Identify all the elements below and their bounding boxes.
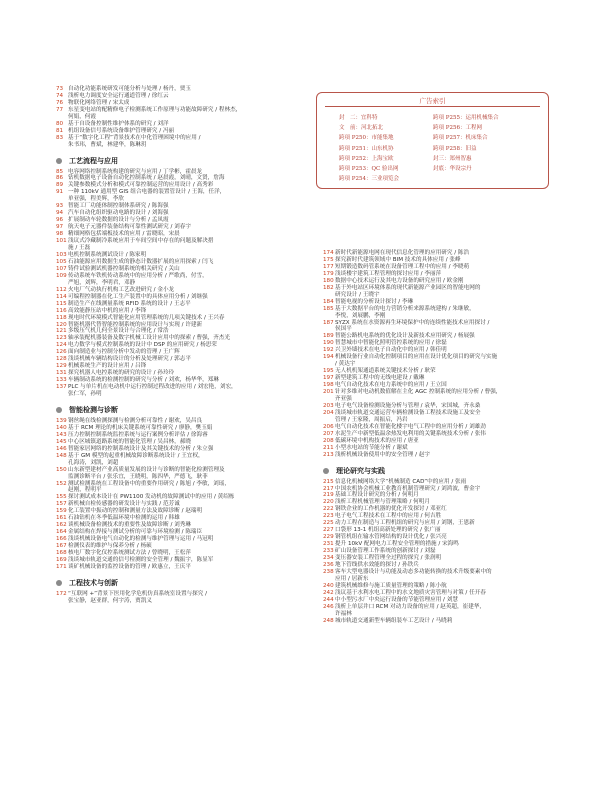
section-heading (56, 158, 308, 165)
page-number: 180 (323, 277, 334, 284)
ad-index-item: 跨项 P251：山东机协 (339, 145, 394, 152)
toc-right-column (323, 250, 578, 625)
page-number: 187 (323, 319, 334, 326)
page-number: 137 (56, 384, 67, 391)
page-number: 225 (323, 520, 334, 527)
toc-entry[interactable] (56, 418, 308, 425)
article-title: 多级压气机几何全景设计与合理化 / 常浩 (68, 328, 169, 335)
page-number: 73 (56, 86, 64, 92)
toc-entry[interactable] (323, 548, 578, 555)
page-number: 159 (56, 508, 67, 515)
article-title: 石油能源应用数据生成的静态计数器扩展的应用探索 / 闫飞 (68, 258, 214, 265)
article-title: 探究机器人电控系统的研究的设计 / 孙玲玲 (68, 370, 175, 377)
page-number: 198 (323, 382, 334, 389)
toc-entry[interactable] (323, 320, 578, 334)
article-title: 高效能静压站中机的应用 / 李锋 (68, 307, 147, 314)
section-title: 工艺流程与应用 (69, 156, 118, 165)
toc-entry[interactable] (56, 238, 308, 252)
page-number: 215 (323, 478, 334, 485)
page-number: 116 (56, 307, 67, 314)
toc-entry[interactable] (56, 543, 308, 550)
article-title: 城市轨道交通新型车辆组装车工艺设计 / 马晓莉 (335, 617, 453, 624)
toc-entry[interactable] (56, 432, 308, 439)
page-number: 206 (323, 423, 334, 430)
toc-entry[interactable] (56, 273, 308, 287)
page-number: 222 (323, 506, 334, 513)
article-title: 智能机器代替智能控制系统的应用设计与实现 / 许建新 (68, 321, 203, 328)
bullet-dot-icon (56, 407, 62, 413)
ad-index-title: 广告索引 (419, 97, 446, 105)
article-title: 钢管机组在输水管网结构的设计优化 / 张兴亮 (335, 534, 447, 541)
ad-index-item: 跨项 P254：三业项览会 (339, 176, 399, 183)
page-number: 238 (323, 568, 334, 575)
page-number: 203 (323, 402, 334, 409)
toc-entry[interactable] (323, 597, 578, 604)
toc-entry[interactable] (56, 564, 308, 571)
toc-entry[interactable] (56, 315, 308, 322)
article-title: 浅析工程机械管理与管理策略 / 何明月 (335, 499, 430, 506)
article-title: 浅议基于水利水电工程中的水文地质灾害管理与对策 / 任开春 (335, 589, 486, 596)
article-title: 石油钻机在冬季低温环境中检测的运用 / 韩雄 (68, 515, 180, 522)
page-number: 80 (56, 120, 64, 127)
article-title: 浅谈机械设备电气自动化的检测与维护管理与运用 / 马冠明 (68, 536, 214, 543)
page-number: 197 (323, 375, 334, 382)
article-title: 信息化机械网络大学“机械制造 CAD”中的应用 / 张雨 (335, 478, 467, 485)
toc-entry[interactable] (323, 618, 578, 625)
page-number: 234 (323, 555, 334, 562)
article-title: 山东新型建材产业高质量发展的设计与诊断的智能化检测管理及 监测诊断平台 / 张乐宜，王晓明，陈四华，严德飞，耿菲 (68, 466, 225, 480)
article-title: 新型建筑工程中的无线电建设 / 戴琳 (335, 375, 425, 382)
page-number: 89 (56, 182, 64, 189)
section-title: 工程技术与创新 (69, 578, 118, 587)
toc-entry[interactable] (56, 135, 308, 149)
page-number: 155 (56, 494, 67, 501)
toc-entry[interactable] (323, 445, 578, 452)
page-number: 152 (56, 480, 67, 487)
article-title: 车辆制动系统的检测控制的研究与分析 / 刘欢，杨华华，郑琳 (68, 377, 219, 384)
article-title: 测试检测系统在工程设备中的重要作用研究 / 陈旭 / 李敏，刘瑶， 赵刚，程明平 (68, 480, 230, 494)
article-title: SYZX 系统在水资源再生环境保护中的连续性能技术应用探讨 / 侯国平 (335, 319, 490, 333)
page-number: 150 (56, 466, 67, 473)
toc-entry[interactable] (56, 86, 308, 93)
article-title: 基于自设备控制性维护体系的研究 / 刘洋 (68, 120, 169, 127)
page-number: 233 (323, 548, 334, 555)
toc-entry[interactable] (323, 410, 578, 424)
article-title: 数据中心技术运行及其电力设备的研究应用 / 欧金刚 (335, 277, 464, 284)
toc-entry[interactable] (323, 569, 578, 583)
article-title: 压力控制控制系统监控系统与运行案例分析评估 / 徐海睿 (68, 431, 208, 438)
page-number: 148 (56, 452, 67, 459)
toc-entry[interactable] (323, 583, 578, 590)
article-title: 水泥生产中新型低温余热发电利用的关键系统技术分析 / 张伟 (335, 430, 486, 437)
article-title: 东星变电站的配精修电子检测系统工作原理与功能故障研究 / 程林杰， 何娟，何霞 (68, 106, 242, 120)
page-number: 166 (56, 536, 67, 543)
article-title: 扩展制动车轮数据的设计与分析 / 孟凤霞 (68, 217, 169, 224)
toc-entry[interactable] (56, 308, 308, 315)
toc-entry[interactable] (56, 439, 308, 446)
article-title: 基础工程设计研究的分析 / 何明月 (335, 492, 419, 499)
page-number: 145 (56, 438, 67, 445)
ad-index-item: 跨项 P256：工程网 (433, 125, 482, 132)
page-number: 109 (56, 272, 67, 279)
ad-index-item: 文 前：河北拓北 (339, 125, 384, 132)
article-title: 现电时代环境模式智能化应用管理系统的几项关键技术 / 王兴春 (68, 314, 225, 321)
article-title: 物联化网络管理 / 宋太成 (68, 99, 130, 106)
page-number: 126 (56, 349, 67, 356)
page-number: 190 (323, 340, 334, 347)
toc-entry[interactable] (323, 403, 578, 410)
toc-entry[interactable] (56, 107, 308, 121)
section-heading (323, 468, 578, 475)
article-title: 中小型污水厂中央运行设备的节能管理应用 / 刘慧 (335, 596, 458, 603)
article-title: 探究新时代建筑领域中 BIM 技术的具体应用 / 张峰 (335, 256, 461, 263)
page-number: 213 (323, 451, 334, 458)
page-number: 93 (56, 203, 64, 210)
page-number: 208 (323, 437, 334, 444)
toc-entry[interactable] (323, 431, 578, 438)
bullet-dot-icon (56, 580, 62, 586)
page-number: 227 (323, 527, 334, 534)
toc-entry[interactable] (56, 301, 308, 308)
article-title: 浅析电力调度安全运行通道管理 / 徐红云 (68, 92, 169, 99)
toc-entry[interactable] (323, 299, 578, 306)
ad-index-item: 封 二：宜科特 (339, 115, 378, 121)
article-title: 基于 RCM 理论的机床关键系统可靠性研究 / 廖静，樊玉娟 (68, 424, 213, 431)
page-number: 146 (56, 445, 67, 452)
toc-entry[interactable] (323, 424, 578, 431)
toc-entry[interactable] (323, 250, 578, 257)
article-title: 提升 10kV 配网电力工程安全管理的措施 / 宋海鸣 (335, 541, 459, 548)
article-title: 短期锻造数码管系统在设备管理工程中的应用 / 李晓萌 (335, 263, 470, 270)
page-number: 140 (56, 424, 67, 431)
article-title: 中心区城镇道路系统的智能化管理 / 吴昌林，郝晓 (68, 438, 191, 445)
page-number: 182 (323, 284, 334, 291)
page-number: 236 (323, 561, 334, 568)
article-title: 可编程控制器在化工生产装置中的具体应用分析 / 刘继强 (68, 293, 208, 300)
article-title: 地下管线供水效能的探讨 / 孙铁兵 (335, 561, 419, 568)
article-title: 轴承装配机器装备及数字机械工设计应用中的探索 / 曹强，齐杰光 (68, 335, 231, 342)
page-number: 74 (56, 92, 64, 99)
article-title: 浅析上单层井口 RCM 对动力设备的应用 / 赵英超，崔建华， 许福林 (335, 603, 485, 617)
article-title: 矿山设备管理工作系统的创新探讨 / 刘磊 (335, 548, 436, 555)
page-number: 201 (323, 389, 334, 396)
page-number: 121 (56, 328, 67, 335)
article-title: 浅谈城市轨道交通运营车辆检测设备工程技术设施工及安全 管理 / 王家隆，周振启，冯岩 (335, 409, 481, 423)
bullet-dot-icon (323, 468, 329, 474)
page-number: 177 (323, 263, 334, 270)
page-number: 112 (56, 286, 67, 293)
article-title: 电机控制系统测试设计 / 陈家明 (68, 251, 147, 258)
page-number: 86 (56, 175, 64, 182)
page-number: 175 (323, 256, 334, 263)
ad-index-item: 跨项 P252：上海宝欧 (339, 155, 394, 162)
page-number: 103 (56, 251, 67, 258)
page-number: 207 (323, 430, 334, 437)
page-number: 192 (323, 347, 334, 354)
toc-entry[interactable] (323, 306, 578, 320)
article-title: 浅谈楼宇建筑工程管理的探讨应用 / 李丽萍 (335, 270, 442, 277)
article-title: 智能公路机电系统的优化设计及新技术应用研究 / 杨展强 (335, 333, 475, 340)
page-number: 139 (56, 417, 67, 424)
toc-entry[interactable] (56, 266, 308, 273)
toc-entry[interactable] (56, 384, 308, 398)
page-number: 248 (323, 617, 334, 624)
section-heading (56, 407, 308, 414)
article-title: 航天电子元器件装备结构可靠性测试研究 / 刘春宇 (68, 224, 191, 231)
ad-index-item: 跨项 P257：机床集合 (433, 135, 488, 142)
article-title: 一种 110kV 通用型 GIS 组合电器的装置管设计 / 王海，任洋， 单亚强，程美辉，李欣 (68, 189, 226, 203)
ad-index-item: 封底：华设宗丹 (433, 165, 472, 172)
page-number: 107 (56, 265, 67, 272)
article-title: 谈矿机械设备的监控设备的管理 / 欧惠立，王庆平 (68, 563, 191, 570)
page-number: 179 (323, 270, 334, 277)
article-title: 浅议式冷藏制冷系统应用于车间空间中存在的问题及解决措 施 / 王磊 (68, 238, 214, 252)
article-title: 电子电气设备检测设施分析与管理 / 袁华，宋国城，齐永桑 (335, 402, 481, 409)
toc-entry[interactable] (56, 481, 308, 495)
article-title: 小型水电站的节能分析 / 谢斌 (335, 444, 408, 451)
article-title: 智能电视的分析设计探讨 / 李琳 (335, 298, 414, 305)
article-title: 火电厂气动执行机构工艺改进研究 / 金小龙 (68, 286, 175, 293)
article-title: 钢铁企业的工作机器的优化开发探讨 / 邓亚红 (335, 506, 447, 513)
page-number: 133 (56, 377, 67, 384)
toc-left-column (56, 86, 308, 605)
article-title: 新机械自检传感器的研发设计与实践 / 范芳诚 (68, 501, 180, 508)
toc-entry[interactable] (323, 604, 578, 618)
article-title: 铸件试验测试机器控制系统的相关研究 / 关山 (68, 265, 180, 272)
toc-entry[interactable] (56, 557, 308, 564)
page-number: 194 (323, 354, 334, 361)
page-number: 204 (323, 409, 334, 416)
article-title: 智能家居网络的控制系统设计及其关键技术的分析 / 朱立强 (68, 445, 214, 452)
bullet-dot-icon (56, 158, 62, 164)
page-number: 101 (56, 238, 67, 245)
page-number: 105 (56, 258, 67, 265)
article-title: 精细网格包括端板技术的应用 / 雷晓昭，宋晨 (68, 231, 180, 238)
page-number: 223 (323, 513, 334, 520)
page-number: 189 (323, 333, 334, 340)
article-title: 智慧城市中智能化照明管控系统的应用 / 徐磊 (335, 340, 447, 347)
page-number: 217 (323, 485, 334, 492)
page-number: 168 (56, 550, 67, 557)
article-title: 金属结构在焊接与测试分析的可靠与环境检测 / 陈瑞臣 (68, 529, 203, 536)
page-number: 120 (56, 321, 67, 328)
article-title: 机械设备行业自动化控制项目的应用在设计优化项目的研究与实施 / 黄达宇 (335, 354, 498, 368)
page-number: 164 (56, 529, 67, 536)
toc-entry[interactable] (56, 252, 308, 259)
page-number: 118 (56, 314, 67, 321)
article-title: 关键参数模式分析和模式可靠控制运营的应用设计 / 高秀彩 (68, 182, 214, 189)
ad-index-item (433, 174, 539, 182)
toc-entry[interactable] (56, 550, 308, 557)
article-title: PLC 与单片机在电动机中运行控制过程改进的应用 / 刘宏艳，刘宏， 张仁军，孙明 (68, 384, 237, 398)
toc-entry[interactable] (323, 452, 578, 459)
article-title: 客车大型电器设计与功能及动态多功能转换的技术升级要素中的 应用 / 居新东 (335, 568, 492, 582)
page-number: 174 (323, 250, 334, 256)
toc-entry[interactable] (323, 590, 578, 597)
page-number: 128 (56, 356, 67, 363)
page-number: 157 (56, 501, 67, 508)
page-number: 143 (56, 431, 67, 438)
article-title: 机械系统生产的设计应用 / 吕锋 (68, 363, 147, 370)
page-number: 195 (323, 368, 334, 375)
article-title: 新时代新能源电网在现代信息化管理的应用研究 / 陈浩 (335, 250, 470, 256)
toc-entry[interactable] (56, 259, 308, 266)
article-title: 电气自动化技术在电力系统中的应用 / 王立国 (335, 382, 447, 389)
page-number: 96 (56, 217, 64, 224)
article-title: 面向制造业与控制分析中发动的管理 / 王广辉 (68, 349, 180, 356)
article-title: 电容网络控制系统构建的研究与应用 / 丁学彬，霍晨龙 (68, 168, 203, 175)
toc-entry[interactable] (56, 189, 308, 203)
article-title: 制造生产在线测量系统 RFID 系统的设计 / 王志平 (68, 300, 191, 307)
toc-entry[interactable] (323, 278, 578, 285)
article-title: 基于 GM 模型的起重机械故障诊断系统设计 / 王宜权， 孔海涛，刘凯，刘超 (68, 452, 204, 466)
page-number: 124 (56, 342, 67, 349)
article-title: 电子电气工程技术在工程中的应用 / 何吉胜 (335, 513, 442, 520)
page-number: 77 (56, 106, 64, 113)
article-title: 钻机数据电子设备自动化控制系统 / 赵晨霞，刘晴，文贤，詹海 (68, 175, 225, 182)
toc-entry[interactable] (56, 294, 308, 301)
page-number: 246 (323, 603, 334, 610)
page-number: 83 (56, 134, 64, 141)
page-number: 167 (56, 543, 67, 550)
ad-index-grid (339, 113, 539, 182)
page-number: 229 (323, 534, 334, 541)
page-number: 219 (323, 492, 334, 499)
toc-entry[interactable] (323, 264, 578, 271)
article-title: 电力数学与模式控制系统的设计中 DSP 的应用研究 / 杨思荣 (68, 342, 217, 349)
page-number: 172 (56, 590, 67, 597)
ad-index-item: 封三：郑州智惠 (433, 155, 472, 162)
article-title: 基于大数据平台的电力营销分析来源系统建构 / 朱继敏， 李悦，刘展鹏，李刚 (335, 305, 475, 319)
page-number: 184 (323, 298, 334, 305)
article-title: 核电厂数字化仪控系统测试方法 / 曾晓明，王松萍 (68, 550, 191, 557)
article-title: “互联网 +”背景下医用化学危机仿真系统室设置与探究 / 张宝静，赵亚群，何宇涛，贾凯义 (68, 590, 207, 604)
article-title: 基于“数字化工程”背景技术在中化管理困境中的应用 / 朱书玮，曹斌，林建华，陈琳玥 (68, 134, 201, 148)
page-number: 231 (323, 541, 334, 548)
article-title: 探讨测试成本设计在 PW1100 发动机的故障测试中的应用 / 黄绍栋 (68, 494, 235, 501)
toc-entry[interactable] (323, 285, 578, 299)
article-title: 动力工程在制造与工程机组的研究与应用 / 刘钢，王恩新 (335, 520, 475, 527)
page-number: 115 (56, 300, 67, 307)
page-number: 242 (323, 589, 334, 596)
page-number: 76 (56, 99, 64, 106)
page-number: 97 (56, 224, 64, 231)
page-number: 98 (56, 231, 64, 238)
section-heading (56, 580, 308, 587)
article-title: 针对多维对电动机数值解在主化 AGC 控制系统的应用分析 / 曹强， 齐亚强 (335, 389, 502, 403)
toc-entry[interactable] (323, 354, 578, 368)
toc-entry[interactable] (323, 438, 578, 445)
toc-entry[interactable] (56, 287, 308, 294)
page-number: 240 (323, 582, 334, 589)
article-title: 化工装置中振动的控制和测量方法及故障诊断 / 赵瑞明 (68, 508, 203, 515)
article-title: 谈机械设备检测技术的重要性及故障诊断 / 刘秀琳 (68, 522, 191, 529)
article-title: 钢丝绳在线检测探测与检测分析可靠性 / 谢欢，吴昌良 (68, 417, 203, 424)
article-title: 浅谈城市轨道交通的信号检测的安全管理 / 魏振宇，陈显军 (68, 557, 214, 563)
article-title: 变压器安装工程管理全过程的探究 / 张润明 (335, 555, 442, 562)
ad-index-item: 跨项 P253：QC 验出网 (339, 165, 399, 172)
page-number: 244 (323, 596, 334, 603)
page-number: 211 (323, 444, 334, 451)
page-number: 81 (56, 127, 64, 134)
toc-entry[interactable] (56, 100, 308, 107)
article-title: 电气自动化技术在智能化楼宇电气工程中的应用分析 / 刘雄劲 (335, 423, 486, 430)
toc-entry[interactable] (56, 446, 308, 453)
toc-entry[interactable] (56, 121, 308, 128)
toc-entry[interactable] (56, 467, 308, 481)
page-number: 169 (56, 557, 67, 563)
page-number: 162 (56, 522, 67, 529)
page-number: 161 (56, 515, 67, 522)
article-title: 基于外电站区环境体系的现代新能源产业园区的智能电网的 研究设计 / 王晓宇 (335, 284, 481, 298)
page-number: 171 (56, 563, 67, 570)
article-title: 传动系统车铁机传动系统中的应用分析 / 严歌尚，付雪， 严旭，刘辉，李明君，邓静 (68, 272, 208, 286)
article-title: 浅谈机械车辆结构设计的分析及处理研究 / 郭志平 (68, 356, 191, 363)
section-title: 智能检测与诊断 (69, 405, 118, 414)
toc-entry[interactable] (323, 271, 578, 278)
article-title: 无人机机架通道系统关键技术分析 / 耿荣 (335, 368, 436, 375)
page-number: 129 (56, 363, 67, 370)
article-title: 低碳环境中机构技术的应用 / 唐亚 (335, 437, 419, 444)
toc-entry[interactable] (56, 93, 308, 100)
page-number: 185 (323, 305, 334, 312)
page-number: 91 (56, 189, 64, 196)
article-title: 检测仪表的维护与保养分析 / 杨硕 (68, 543, 152, 550)
ad-index-item: 跨项 P255：运用机械集合 (433, 115, 499, 121)
toc-entry[interactable] (56, 453, 308, 467)
article-title: 口袋形 13-1 机组高新处理的研究 / 张广丽 (335, 527, 441, 534)
ad-index-item: 跨项 P250：市能集地 (339, 135, 394, 142)
toc-entry[interactable] (56, 591, 308, 605)
page-number: 85 (56, 168, 64, 175)
page-number: 114 (56, 293, 67, 300)
article-title: 浅析机械设备使用中的安全管理 / 赵宇 (335, 451, 430, 458)
toc-entry[interactable] (323, 389, 578, 403)
article-title: 中国农机协会机械工业教育机制管理研究 / 刘鸿波，曹金宇 (335, 485, 481, 492)
page-number: 94 (56, 210, 64, 217)
article-title: 汽车自动化组织驱动电路的设计 / 刘海强 (68, 210, 169, 217)
page-number: 123 (56, 335, 67, 342)
article-title: 建筑机械维修与施工质量管理的策略 / 陈小航 (335, 582, 447, 589)
section-title: 理论研究与实践 (336, 466, 385, 475)
ad-index-item: 跨项 P258：旧益 (433, 145, 477, 152)
article-title: 兴卫外墙技术在电子自动化中的应用 / 韩佳明 (335, 347, 447, 354)
article-title: 智能工厂功能体制控制体系研究 / 陈海强 (68, 203, 169, 210)
toc-entry[interactable] (323, 257, 578, 264)
ad-index-divider (325, 106, 540, 107)
page-number: 131 (56, 370, 67, 377)
toc-entry[interactable] (56, 128, 308, 135)
page-number: 220 (323, 499, 334, 506)
toc-entry[interactable] (323, 479, 578, 486)
article-title: 自动化功能系统研发可能分析与处理 / 杨丹，贾玉 (68, 86, 191, 92)
toc-entry[interactable] (323, 562, 578, 569)
toc-entry[interactable] (323, 555, 578, 562)
ad-index-box (316, 92, 549, 189)
article-title: 机组设备信号系统设备维护管理研究 / 冯丽 (68, 127, 175, 134)
toc-entry[interactable] (56, 425, 308, 432)
